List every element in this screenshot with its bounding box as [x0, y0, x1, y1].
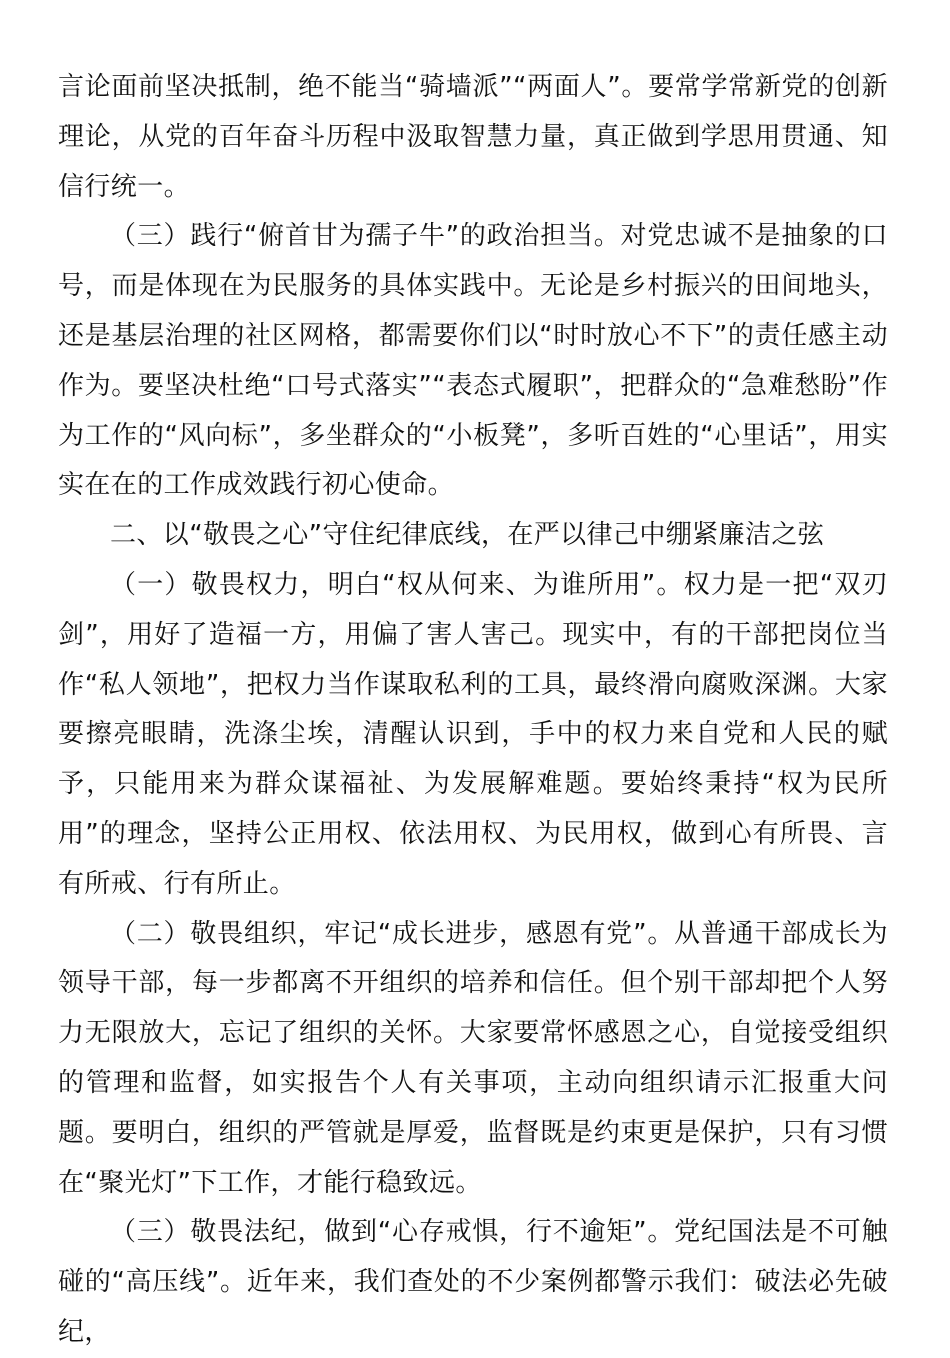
- paragraph-continuation: 言论面前坚决抵制，绝不能当“骑墙派”“两面人”。要常学常新党的创新理论，从党的百年奋斗历程中汲取智慧力量，真正做到学思用贯通、知信行统一。: [58, 72, 888, 202]
- section-2-heading: 二、以“敬畏之心”守住纪律底线，在严以律己中绷紧廉洁之弦: [110, 520, 825, 551]
- document-body: [58, 63, 888, 1358]
- paragraph-section-2-item-1: （一）敬畏权力，明白“权从何来、为谁所用”。权力是一把“双刃剑”，用好了造福一方，用偏了害人害己。现实中，有的干部把岗位当作“私人领地”，把权力当作谋取私利的工具，最终滑向腐败深渊。大家要擦亮眼睛，洗涤尘埃，清醒认识到，手中的权力来自党和人民的赋予，只能用来为群众谋福祉、为发展解难题。要始终秉持“权为民所用”的理念，坚持公正用权、依法用权、为民用权，做到心有所畏、言有所戒、行有所止。: [58, 569, 888, 899]
- paragraph-section-2-item-3: （三）敬畏法纪，做到“心存戒惧，行不逾矩”。党纪国法是不可触碰的“高压线”。近年来，我们查处的不少案例都警示我们：破法必先破纪，: [58, 1217, 888, 1347]
- paragraph-section-1-item-3: （三）践行“俯首甘为孺子牛”的政治担当。对党忠诚不是抽象的口号，而是体现在为民服务的具体实践中。无论是乡村振兴的田间地头，还是基层治理的社区网格，都需要你们以“时时放心不下”的责任感主动作为。要坚决杜绝“口号式落实”“表态式履职”，把群众的“急难愁盼”作为工作的“风向标”，多坐群众的“小板凳”，多听百姓的“心里话”，用实实在在的工作成效践行初心使命。: [58, 221, 888, 501]
- paragraph-section-2-item-2: （二）敬畏组织，牢记“成长进步，感恩有党”。从普通干部成长为领导干部，每一步都离不开组织的培养和信任。但个别干部却把个人努力无限放大，忘记了组织的关怀。大家要常怀感恩之心，自觉接受组织的管理和监督，如实报告个人有关事项，主动向组织请示汇报重大问题。要明白，组织的严管就是厚爱，监督既是约束更是保护，只有习惯在“聚光灯”下工作，才能行稳致远。: [58, 918, 888, 1198]
